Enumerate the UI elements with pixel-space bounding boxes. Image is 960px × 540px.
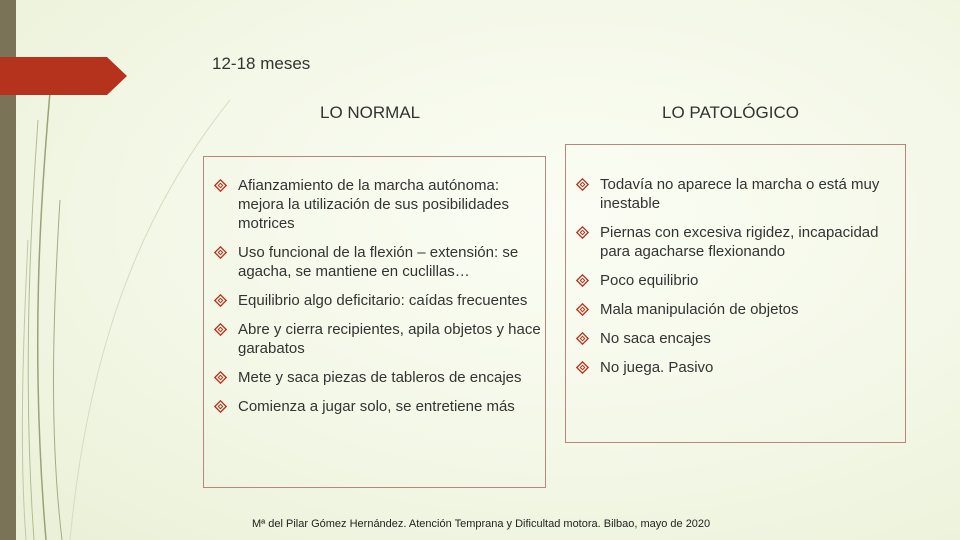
heading-patologico: LO PATOLÓGICO [662, 103, 799, 122]
list-item-text: Abre y cierra recipientes, apila objetos y hace garabatos [238, 321, 541, 357]
list-item-text: No saca encajes [600, 330, 711, 347]
arrow-tab [0, 57, 127, 95]
list-item-text: Poco equilibrio [600, 272, 699, 289]
list-item [576, 271, 902, 290]
list-item [214, 243, 542, 281]
diamond-bullet-icon [214, 179, 227, 192]
diamond-bullet-icon [214, 294, 227, 307]
list-item-text: Mala manipulación de objetos [600, 301, 799, 318]
list-item-text: Equilibrio algo deficitario: caídas frecuentes [238, 292, 528, 309]
list-item [214, 320, 542, 358]
patologico-box [565, 144, 906, 443]
diamond-bullet-icon [576, 274, 589, 287]
list-item-text: Afianzamiento de la marcha autónoma: mejora la utilización de sus posibilidades motrices [238, 177, 509, 232]
diamond-bullet-icon [576, 361, 589, 374]
list-item [576, 300, 902, 319]
list-item-text: Todavía no aparece la marcha o está muy inestable [600, 176, 880, 212]
diamond-bullet-icon [576, 332, 589, 345]
footer-credit: Mª del Pilar Gómez Hernández. Atención Temprana y Dificultad motora. Bilbao, mayo de 2020 [252, 518, 711, 530]
diamond-bullet-icon [576, 178, 589, 191]
list-item [576, 223, 902, 261]
diamond-bullet-icon [214, 371, 227, 384]
list-item [576, 329, 902, 348]
diamond-bullet-icon [214, 323, 227, 336]
list-item [214, 397, 542, 416]
list-item-text: No juega. Pasivo [600, 359, 714, 376]
list-item-text: Comienza a jugar solo, se entretiene más [238, 398, 515, 415]
list-item [576, 175, 902, 213]
list-item-text: Uso funcional de la flexión – extensión: se agacha, se mantiene en cuclillas… [238, 244, 519, 280]
list-item [576, 358, 902, 377]
list-item-text: Mete y saca piezas de tableros de encajes [238, 369, 522, 386]
diamond-bullet-icon [214, 400, 227, 413]
slide-title: 12-18 meses [212, 54, 311, 73]
list-item [214, 176, 542, 233]
diamond-bullet-icon [576, 226, 589, 239]
list-item-text: Piernas con excesiva rigidez, incapacidad para agacharse flexionando [600, 224, 879, 260]
normal-list [214, 176, 542, 426]
list-item [214, 291, 542, 310]
patologico-list [576, 175, 902, 387]
heading-normal: LO NORMAL [320, 103, 421, 122]
normal-box [203, 156, 546, 488]
diamond-bullet-icon [576, 303, 589, 316]
diamond-bullet-icon [214, 246, 227, 259]
list-item [214, 368, 542, 387]
